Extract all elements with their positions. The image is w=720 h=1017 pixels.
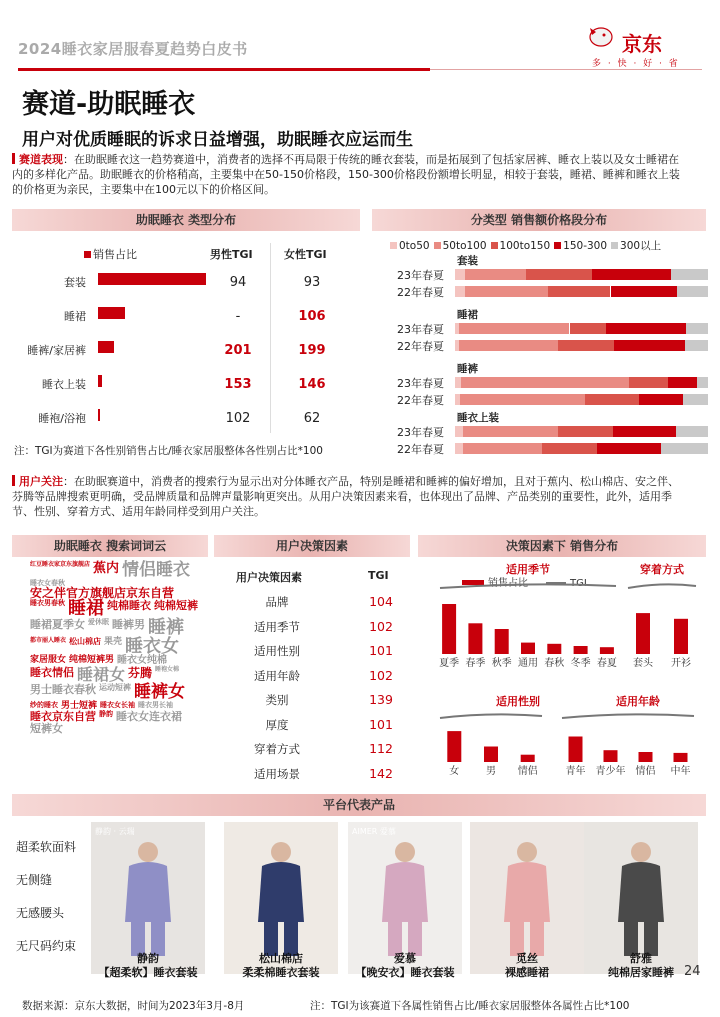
male-tgi-value: 153 — [224, 377, 252, 392]
price-segment — [614, 340, 685, 351]
decision-col-tgi: TGI — [368, 569, 389, 582]
section-title: 赛道-助眠睡衣 — [22, 89, 196, 120]
decision-factor: 适用性别 — [254, 644, 300, 658]
male-tgi-value: 201 — [224, 343, 252, 358]
tgi-trend-line — [562, 714, 694, 718]
decision-header: 用户决策因素 — [214, 535, 410, 557]
factor-bar — [600, 647, 614, 654]
search-word: 纯棉睡衣 — [107, 598, 151, 612]
factor-bar — [574, 646, 588, 654]
product-name: 裸感睡裙 — [505, 966, 549, 979]
factor-chart-title: 适用年龄 — [616, 695, 660, 708]
product-feature: 无尺码约束 — [16, 939, 77, 953]
search-word: 睡裙夏季女 — [30, 617, 85, 631]
price-legend-label: 100to150 — [499, 240, 551, 252]
price-legend-label: 150-300 — [563, 240, 608, 252]
male-tgi-value: 102 — [225, 411, 251, 426]
search-word: 爱休眠 — [88, 617, 109, 626]
col-male-tgi: 男性TGI — [210, 248, 253, 261]
paragraph-tag: 赛道表现 — [19, 153, 63, 166]
product-name: 【晚安衣】睡衣套装 — [355, 966, 455, 979]
search-word: 蕉内 — [93, 561, 120, 576]
decision-tgi: 102 — [369, 618, 393, 634]
product-name: 【超柔软】睡衣套装 — [98, 966, 198, 979]
factor-sales-header: 决策因素下 销售分布 — [418, 535, 706, 557]
factor-bar — [674, 619, 688, 654]
search-word: 睡衣男春秋 — [30, 598, 65, 607]
price-segment — [526, 269, 591, 280]
report-title: 2024睡衣家居服春夏趋势白皮书 — [18, 40, 248, 58]
price-segment — [463, 443, 542, 454]
search-word: 果壳 — [104, 636, 123, 647]
price-group-title: 睡裤 — [457, 363, 478, 375]
product-brand-tag: 静韵 · 云瑞 — [95, 827, 135, 836]
factor-sales-charts — [418, 558, 706, 788]
price-legend-label: 50to100 — [442, 240, 487, 252]
search-word: 运动短裤 — [99, 682, 131, 692]
price-row-label: 23年春夏 — [397, 269, 444, 282]
decision-factor: 适用年龄 — [254, 668, 300, 683]
search-word: 芬腾 — [128, 665, 153, 680]
search-word: 纱的睡衣 — [30, 700, 58, 709]
type-row-label: 睡衣上装 — [42, 378, 86, 391]
price-segment — [592, 269, 672, 280]
price-segment — [629, 377, 667, 388]
price-group-title: 睡裙 — [457, 309, 478, 321]
search-word: 松山棉店 — [69, 636, 102, 646]
factor-bar — [442, 604, 456, 654]
type-dist-header: 助眠睡衣 类型分布 — [12, 209, 360, 231]
search-word: 静韵 — [99, 710, 113, 719]
factor-bar — [639, 752, 653, 762]
price-segment — [685, 340, 708, 351]
wordcloud-header: 助眠睡衣 搜索词词云 — [12, 535, 208, 557]
price-segment — [671, 269, 708, 280]
price-group-title: 套装 — [457, 255, 478, 267]
price-row-label: 23年春夏 — [397, 377, 444, 390]
search-word: 纯棉短裤 — [154, 598, 198, 612]
jd-dog-logo-icon — [584, 22, 616, 48]
price-segment — [548, 286, 610, 297]
female-tgi-value: 93 — [303, 275, 321, 290]
user-paragraph — [12, 474, 688, 519]
price-row-label: 22年春夏 — [397, 394, 444, 407]
decision-factor: 适用季节 — [254, 619, 300, 634]
price-segment — [455, 426, 463, 437]
price-dist-legend — [390, 238, 708, 253]
type-share-bar — [98, 307, 125, 319]
price-legend-item — [390, 240, 430, 252]
search-word: 红豆睡衣家京东旗舰店 — [30, 561, 91, 568]
price-group-title: 睡衣上装 — [457, 412, 499, 424]
search-word: 睡衣京东自营 — [30, 710, 96, 724]
header-divider — [18, 68, 430, 71]
footer-note: 注：TGI为该赛道下各属性销售占比/睡衣家居服整体各属性占比*100 — [310, 1000, 630, 1012]
decision-factor: 类别 — [265, 693, 289, 707]
decision-tgi: 139 — [369, 692, 393, 707]
legend-label: 销售占比 — [93, 248, 137, 261]
factor-category-label: 夏季 — [439, 658, 460, 669]
type-row-label: 睡裙 — [64, 310, 86, 323]
type-dist-note: 注：TGI为赛道下各性别销售占比/睡衣家居服整体各性别占比*100 — [14, 445, 323, 457]
price-segment — [455, 269, 465, 280]
factor-category-label: 冬季 — [570, 658, 591, 669]
price-dist-header: 分类型 销售额价格段分布 — [372, 209, 706, 231]
search-word: 睡衣女长袖 — [100, 700, 136, 709]
price-segment — [683, 394, 708, 405]
product-feature: 超柔软面料 — [16, 840, 77, 854]
price-segment — [606, 323, 685, 334]
product-brand: 觅丝 — [516, 952, 538, 965]
factor-chart-title: 穿着方式 — [640, 563, 684, 576]
paragraph-marker — [12, 153, 15, 164]
factor-bar — [674, 753, 688, 762]
search-word: 睡衣女春秋 — [30, 578, 65, 587]
price-segment — [558, 340, 615, 351]
search-word: 情侣睡衣 — [122, 560, 191, 580]
product-name: 柔柔棉睡衣套装 — [242, 966, 320, 979]
factor-category-label: 秋季 — [491, 658, 512, 669]
price-legend-swatch — [390, 242, 397, 249]
price-legend-item — [434, 240, 487, 252]
search-word: 都市丽人睡衣 — [30, 636, 67, 644]
price-segment — [597, 443, 660, 454]
legend-bar-label: 销售占比 — [488, 578, 528, 589]
decision-factor: 品牌 — [265, 595, 289, 609]
price-segment — [459, 323, 570, 334]
search-word: 安之伴官方旗舰店京东自营 — [30, 586, 175, 601]
product-brand: 松山棉店 — [259, 952, 303, 965]
search-word: 睡衣女 — [125, 635, 180, 657]
female-tgi-value: 106 — [298, 309, 326, 324]
female-tgi-value: 62 — [303, 411, 321, 426]
factor-category-label: 春秋 — [544, 658, 565, 669]
factor-category-label: 青少年 — [595, 766, 626, 777]
product-feature: 无侧缝 — [16, 873, 53, 887]
factor-category-label: 春夏 — [596, 658, 617, 669]
price-row-label: 22年春夏 — [397, 286, 444, 299]
search-word: 睡裙女 — [77, 664, 126, 684]
type-dist-legend — [84, 246, 137, 262]
decision-factor: 适用场景 — [254, 766, 300, 781]
search-word: 男士睡衣春秋 — [30, 682, 96, 696]
factor-category-label: 开衫 — [671, 658, 691, 669]
price-segment — [686, 323, 708, 334]
price-segment — [461, 377, 630, 388]
legend-bar-swatch — [462, 580, 484, 585]
price-segment — [460, 394, 585, 405]
product-brand: 静韵 — [137, 952, 159, 965]
product-brand: 舒雅 — [630, 952, 652, 965]
search-word: 睡衣女连衣裙 — [116, 710, 182, 724]
factor-category-label: 青年 — [565, 766, 586, 777]
price-segment — [463, 426, 558, 437]
price-segment — [676, 426, 708, 437]
price-segment — [661, 443, 708, 454]
price-segment — [613, 426, 676, 437]
product-feature: 无感腰头 — [16, 906, 65, 920]
search-word: 睡裤男 — [112, 617, 145, 631]
type-share-bar — [98, 273, 206, 285]
market-paragraph — [12, 152, 688, 197]
type-row-label: 睡袍/浴袍 — [38, 412, 86, 425]
price-segment — [542, 443, 597, 454]
price-legend-label: 0to50 — [399, 240, 430, 252]
search-word: 短裤女 — [30, 721, 63, 735]
header-divider-thin — [430, 69, 702, 70]
factor-chart-title: 适用性别 — [496, 695, 540, 708]
decision-tgi: 101 — [369, 643, 393, 658]
product-name: 纯棉居家睡裤 — [608, 966, 674, 979]
price-row-label: 22年春夏 — [397, 443, 444, 456]
column-divider — [270, 243, 271, 433]
factor-bar — [447, 731, 461, 762]
products-header: 平台代表产品 — [12, 794, 706, 816]
search-word: 睡裤 — [148, 616, 184, 638]
paragraph-tag: 用户关注 — [19, 475, 63, 488]
price-legend-item — [554, 240, 607, 252]
paragraph-text: ：在助眠睡衣这一趋势赛道中，消费者的选择不再局限于传统的睡衣套装，而是拓展到了包括家居裤、睡衣上装以及女士睡裙在内的多样化产品。助眠睡衣的价格稍高，主要集中在50-150价格段，150-300价格段份额增长明显，相较于套装，睡裙、睡裤和睡衣上装的价格更为亲民，主要集中在100元以下的价格区间。 — [12, 153, 680, 196]
legend-line-label: TGI — [570, 578, 587, 589]
price-segment — [465, 269, 526, 280]
section-subtitle: 用户对优质睡眠的诉求日益增强，助眠睡衣应运而生 — [22, 130, 413, 150]
factor-category-label: 女 — [449, 766, 460, 777]
male-tgi-value: - — [235, 309, 241, 324]
price-legend-item — [611, 240, 661, 252]
price-segment — [455, 443, 463, 454]
footer-source: 数据来源：京东大数据，时间为2023年3月-8月 — [22, 1000, 245, 1012]
factor-bar — [521, 643, 535, 654]
factor-category-label: 通用 — [518, 658, 538, 669]
price-segment — [697, 377, 709, 388]
factor-bar — [468, 623, 482, 654]
type-share-bar — [98, 375, 102, 387]
price-segment — [639, 394, 684, 405]
decision-col-factor: 用户决策因素 — [236, 571, 302, 584]
decision-factor: 厚度 — [265, 717, 289, 732]
type-row-label: 套装 — [64, 276, 86, 289]
decision-tgi: 101 — [369, 716, 393, 732]
search-word-cloud — [30, 562, 200, 786]
paragraph-marker — [12, 475, 15, 486]
col-female-tgi: 女性TGI — [284, 248, 327, 261]
product-brand: 爱慕 — [394, 952, 416, 965]
factor-category-label: 套头 — [633, 658, 653, 669]
decision-tgi: 104 — [369, 594, 393, 609]
female-tgi-value: 146 — [298, 377, 326, 392]
price-legend-swatch — [611, 242, 618, 249]
price-legend-swatch — [491, 242, 498, 249]
factor-category-label: 情侣 — [635, 766, 656, 777]
price-legend-item — [491, 240, 551, 252]
tgi-trend-line — [440, 714, 542, 718]
factor-bar — [604, 750, 618, 762]
price-legend-swatch — [554, 242, 561, 249]
decision-tgi: 102 — [369, 667, 393, 683]
jd-logo-text: 京东 — [622, 32, 662, 56]
decision-factor: 穿着方式 — [254, 742, 300, 756]
price-legend-label: 300以上 — [620, 240, 662, 252]
paragraph-text: ：在助眠赛道中，消费者的搜索行为显示出对分体睡衣产品，特别是睡裙和睡裤的偏好增加，且对于蕉内、松山棉店、安之伴、芬腾等品牌搜索更明确，受品牌质量和品牌声量影响更突出。从用户决策因素来看，也体现出了品牌、产品类别的重要性，此外，适用季节、性别、穿着方式、适用年龄同样受到用户关注。 — [12, 475, 679, 518]
search-word: 睡裙 — [68, 597, 104, 619]
tgi-trend-line — [628, 584, 696, 588]
search-word: 睡衣男长袖 — [138, 700, 174, 709]
type-share-bar — [98, 341, 114, 353]
price-segment — [585, 394, 639, 405]
factor-bar — [521, 755, 535, 762]
price-segment — [558, 426, 613, 437]
type-share-bar — [98, 409, 100, 421]
male-tgi-value: 94 — [229, 275, 247, 290]
price-segment — [459, 340, 558, 351]
factor-chart-title: 适用季节 — [506, 563, 550, 576]
search-word: 睡衣情侣 — [30, 665, 74, 679]
factor-bar — [636, 613, 650, 654]
search-word: 纯棉短裤男 — [69, 655, 115, 666]
search-word: 睡袍女棉 — [155, 665, 180, 673]
price-row-label: 23年春夏 — [397, 426, 444, 439]
price-segment — [465, 286, 548, 297]
price-segment — [611, 286, 677, 297]
decision-tgi: 112 — [369, 741, 393, 756]
factor-category-label: 春季 — [465, 658, 486, 669]
price-row-label: 22年春夏 — [397, 340, 444, 353]
decision-tgi: 142 — [369, 765, 393, 781]
price-legend-swatch — [434, 242, 441, 249]
factor-bar — [495, 629, 509, 654]
legend-swatch — [84, 251, 91, 258]
price-segment — [455, 286, 465, 297]
female-tgi-value: 199 — [298, 343, 326, 358]
factor-category-label: 男 — [486, 766, 496, 777]
factor-bar — [547, 644, 561, 654]
price-segment — [570, 323, 607, 334]
product-brand-tag: AIMER 爱慕 — [352, 827, 396, 836]
page-number: 24 — [684, 964, 701, 979]
search-word: 男士短裤 — [61, 700, 98, 711]
factor-category-label: 情侣 — [517, 766, 538, 777]
jd-logo-slogan: 多 · 快 · 好 · 省 — [592, 59, 680, 69]
price-segment — [668, 377, 697, 388]
factor-bar — [569, 737, 583, 763]
search-word: 睡裤女 — [134, 681, 185, 702]
price-segment — [677, 286, 708, 297]
search-word: 睡衣女纯棉 — [117, 655, 168, 667]
search-word: 家居服女 — [30, 655, 67, 666]
type-row-label: 睡裤/家居裤 — [27, 344, 86, 357]
factor-bar — [484, 747, 498, 763]
factor-category-label: 中年 — [670, 766, 691, 777]
price-row-label: 23年春夏 — [397, 323, 444, 336]
